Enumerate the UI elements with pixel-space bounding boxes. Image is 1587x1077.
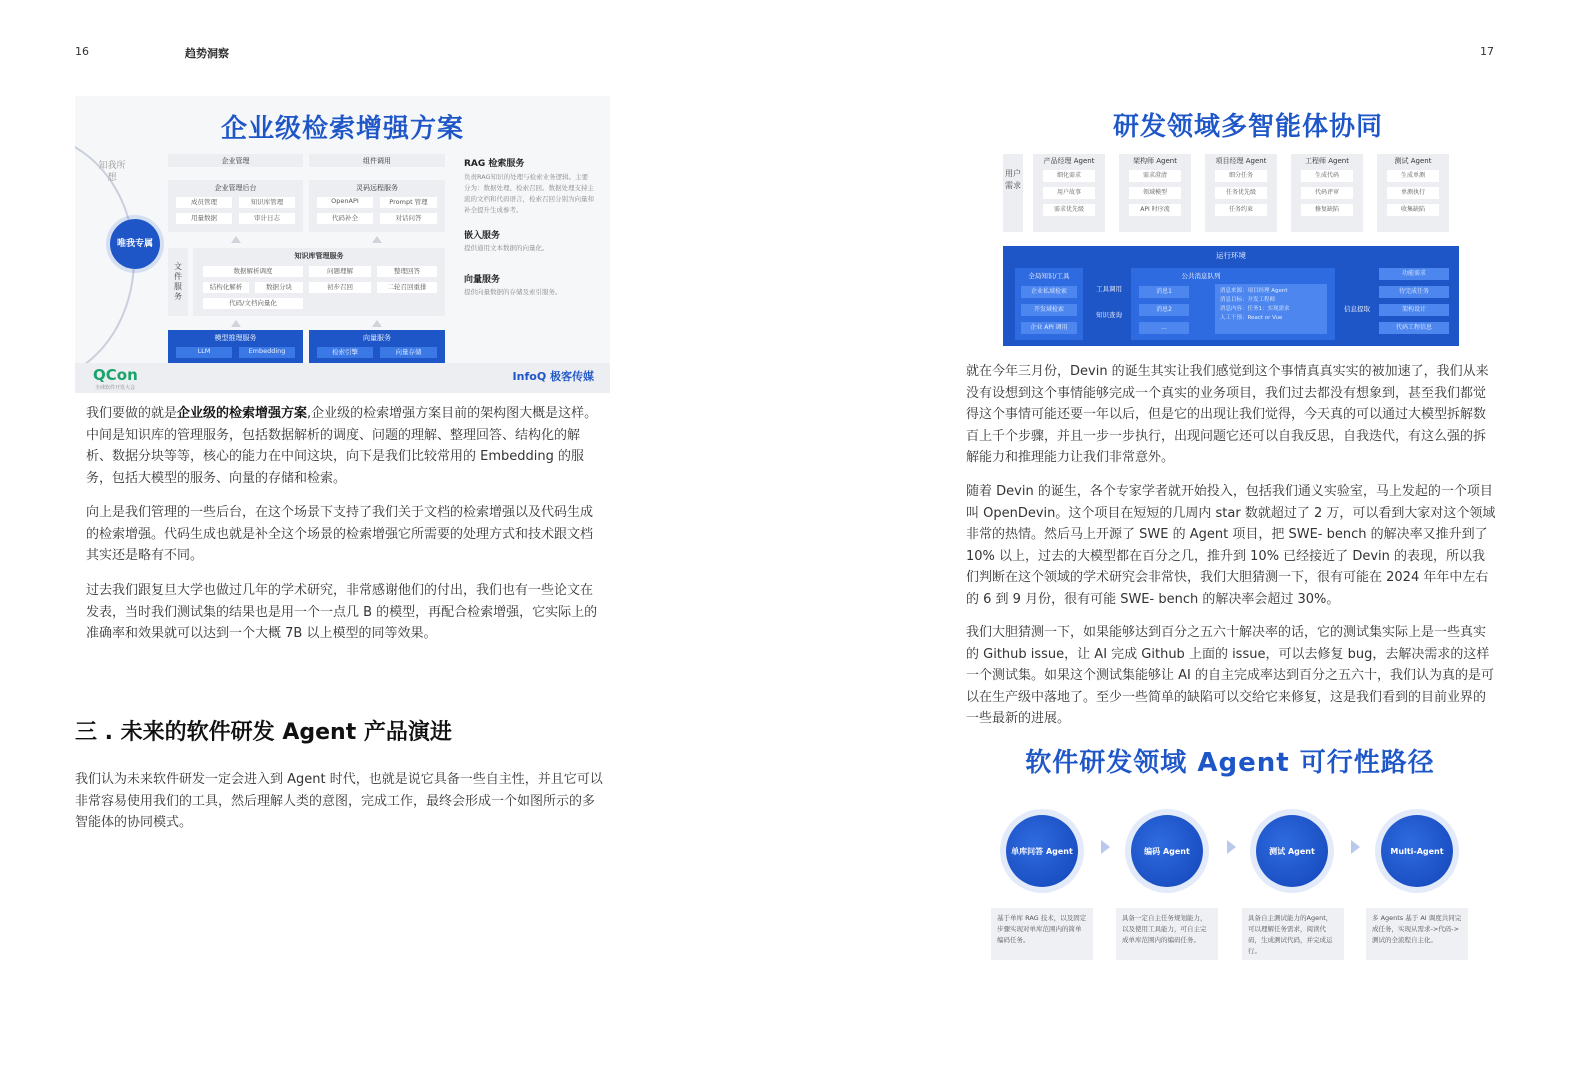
global-tool-item: 开发域检索 — [1021, 304, 1077, 316]
stage-circle: 单库问答 Agent — [1006, 815, 1078, 887]
info-extract-label: 信息提取 — [1344, 305, 1370, 313]
vector-service-box — [309, 330, 445, 364]
side-label: 知我所想 — [98, 161, 126, 183]
agent-name: 测试 Agent — [1394, 157, 1432, 165]
file-service-box — [168, 248, 188, 316]
paragraph-bold: 企业级的检索增强方案 — [177, 406, 308, 421]
plugin-call-label: 组件调用 — [363, 157, 391, 165]
figure-footer — [75, 363, 610, 393]
arrow-up-icon — [372, 236, 382, 243]
agent-task: 收集缺陷 — [1387, 204, 1439, 216]
paragraph: 向上是我们管理的一些后台，在这个场景下支持了我们关于文档的检索增强以及代码生成的检索增强。代码生成也就是补全这个场景的检索增强它所需要的处理方式和技术跟文档其实还是略有不同。 — [86, 505, 594, 563]
section-tag: 趋势洞察 — [185, 47, 229, 60]
global-tool-item: 企业 API 调用 — [1021, 322, 1077, 334]
paragraph: 就在今年三月份，Devin 的诞生其实让我们感觉到这个事情真真实实的被加速了，我们从来没有设想到这个事情能够完成一个真实的业务项目，我们过去都没有想象到，甚至我们都觉得这个事情可能还要一年以后，但是它的出现让我们觉得，今天真的可以通过大模型拆解数百上千个步骤，并且一步一步执行，出现问题它还可以自我反思，自我迭代，有这么强的拆解能力和推理能力让我们非常意外。 — [966, 364, 1489, 465]
global-tools-panel — [1015, 268, 1083, 340]
message-detail: 消息来源：项目经理 Agent 消息目标：开发工程师 消息内容：任务1：实现需求 人工干预：React or Vue — [1215, 284, 1327, 334]
model-cell: Embedding — [239, 347, 295, 358]
stage-description: 具备一定自主任务规划能力，以及使用工具能力，可自主完成单库范围内的编码任务。 — [1116, 908, 1218, 960]
left-page-number: 16 — [75, 45, 89, 58]
agent-column — [1377, 154, 1449, 232]
vector-service-desc: 提供向量数据的存储及索引服务。 — [464, 288, 562, 296]
figure-title: 软件研发领域 Agent 可行性路径 — [1025, 748, 1435, 778]
multi-agent-figure — [1003, 98, 1493, 348]
agent-task: 代码评审 — [1301, 187, 1353, 199]
right-page-number: 17 — [1480, 45, 1494, 58]
enterprise-mgmt-label: 企业管理 — [221, 157, 250, 165]
kb-cell: 问题理解 — [309, 266, 371, 277]
agent-column — [1033, 154, 1105, 232]
output-item: 待完成任务 — [1379, 286, 1449, 298]
output-item: 功能需求 — [1379, 268, 1449, 280]
enterprise-mgmt-bar — [168, 154, 303, 167]
agent-column — [1291, 154, 1363, 232]
kb-cell: 代码/文档向量化 — [203, 298, 303, 309]
chevron-right-icon — [1227, 840, 1236, 854]
arrow-up-icon — [231, 320, 241, 327]
stage-description: 具备自主测试能力的Agent，可以理解任务需求，阅读代码，生成测试代码，并完成运行。 — [1242, 908, 1344, 960]
stage-circle: 编码 Agent — [1131, 815, 1203, 887]
global-tool-item: 企业私域检索 — [1021, 286, 1077, 298]
backend-cell: 用量数据 — [176, 213, 232, 224]
embed-service-desc: 提供通用文本数据的向量化。 — [464, 244, 549, 252]
agile-service-box — [309, 180, 445, 232]
arrow-up-icon — [231, 236, 241, 243]
agile-service-title: 灵码远程服务 — [356, 184, 398, 192]
agent-task: 任务优先级 — [1215, 187, 1267, 199]
stage-description: 多 Agents 基于 AI 调度共同完成任务，实现从需求->代码->测试的全流程自主化。 — [1366, 908, 1468, 960]
vector-service-title: 向量服务 — [363, 334, 391, 342]
kb-cell: 整理回答 — [377, 266, 437, 277]
paragraph-text: ,企业级的检索增强方案目前的架构图大概是这样。中间是知识库的管理服务，包括数据解析的调度、问题的理解、整理回答、结构化的解析、数据分块等等，核心的能力在中间这块，向下是我们比较常用的 Embedding 的服务，包括大模型的服务、向量的存储和检索。 — [86, 406, 598, 486]
agent-task: 修复缺陷 — [1301, 204, 1353, 216]
kb-cell: 数据分块 — [255, 282, 303, 293]
agent-task: 单测执行 — [1387, 187, 1439, 199]
rag-service-title: RAG 检索服务 — [464, 159, 525, 169]
agent-task: 细分任务 — [1215, 170, 1267, 182]
agent-column — [1119, 154, 1191, 232]
queue-message: 消息2 — [1139, 304, 1189, 316]
agent-task: 生成单测 — [1387, 170, 1439, 182]
model-service-title: 模型推理服务 — [214, 334, 257, 342]
stage-circle: Multi-Agent — [1381, 815, 1453, 887]
kb-cell: 二轮召回重排 — [377, 282, 437, 293]
infoq-logo: InfoQ 极客传媒 — [512, 370, 594, 383]
kb-service-title: 知识库管理服务 — [294, 252, 344, 260]
agent-task: 需求澄清 — [1129, 170, 1181, 182]
agent-name: 产品经理 Agent — [1043, 157, 1095, 165]
arrow-up-icon — [372, 320, 382, 327]
enterprise-backend-box — [168, 180, 303, 232]
agent-name: 项目经理 Agent — [1215, 157, 1267, 165]
embed-service-title: 嵌入服务 — [464, 231, 501, 241]
qcon-subtitle: 全球软件开发大会 — [95, 385, 136, 391]
agent-task: 需求优先级 — [1043, 204, 1095, 216]
global-tools-label: 全局知识/工具 — [1028, 272, 1070, 280]
public-queue-label: 公共消息队列 — [1181, 272, 1221, 280]
backend-cell: 成员管理 — [176, 197, 232, 208]
qcon-logo: QCon — [93, 366, 138, 384]
paragraph — [86, 403, 604, 489]
agent-column — [1205, 154, 1277, 232]
output-item: 代码工程信息 — [1379, 322, 1449, 334]
vector-cell: 检索引擎 — [317, 347, 373, 358]
agent-task: API 时序流 — [1129, 204, 1181, 216]
runtime-title: 运行环境 — [1216, 251, 1246, 260]
paragraph: 我们大胆猜测一下，如果能够达到百分之五六十解决率的话，它的测试集实际上是一些真实的 Github issue，让 AI 完成 Github 上面的 issue，可以去修复 bug，去解决需求的这样一个测试集。如果这个测试集能够让 AI 的自主完成率达到百分之五六十，我们认为真的是可以在生产级中落地了。至少一些简单的缺陷可以交给它来修复，这是我们看到的目前业界的一些最新的进展。 — [966, 625, 1494, 726]
public-queue-panel — [1131, 268, 1335, 340]
agile-cell: OpenAPI — [317, 197, 373, 208]
agile-cell: Prompt 管理 — [380, 197, 437, 208]
agent-task: 用户故事 — [1043, 187, 1095, 199]
plugin-call-bar — [309, 154, 445, 167]
figure-title: 企业级检索增强方案 — [220, 114, 464, 144]
runtime-environment — [1003, 246, 1459, 346]
vector-cell: 向量存储 — [380, 347, 437, 358]
kb-cell: 初步召回 — [309, 282, 371, 293]
file-service-label: 文件服务 — [174, 262, 182, 301]
paragraph: 过去我们跟复旦大学也做过几年的学术研究，非常感谢他们的付出，我们也有一些论文在发表，当时我们测试集的结果也是用一个一点几 B 的模型，再配合检索增强，它实际上的准确率和效果就可以达到一个大概 7B 以上模型的同等效果。 — [86, 583, 598, 641]
chevron-right-icon — [1351, 840, 1360, 854]
figure-title: 研发领域多智能体协同 — [1112, 112, 1383, 142]
user-need-label: 用户需求 — [1003, 154, 1023, 232]
agent-name: 架构师 Agent — [1133, 157, 1177, 165]
kb-cell: 结构化解析 — [203, 282, 249, 293]
model-cell: LLM — [176, 347, 232, 358]
agent-name: 工程师 Agent — [1305, 157, 1349, 165]
stage-description: 基于单库 RAG 技术，以及固定步骤实现对单库范围内的简单编码任务。 — [991, 908, 1093, 960]
agent-task: 细化需求 — [1043, 170, 1095, 182]
agile-cell: 代码补全 — [317, 213, 373, 224]
exclusive-badge: 唯我专属 — [110, 219, 160, 269]
kb-cell: 数据解析调度 — [203, 266, 303, 277]
agent-task: 领域模型 — [1129, 187, 1181, 199]
rag-architecture-figure — [75, 96, 610, 393]
rag-service-desc: 负责RAG知识的处理与检索业务逻辑。主要分为：数据处理、检索召回。数据处理支持主流的文档和代码语言，检索召回分别为向量和补全提升生成参考。 — [464, 173, 594, 214]
agent-task: 任务约束 — [1215, 204, 1267, 216]
queue-message: ... — [1139, 322, 1189, 334]
paragraph-text: 我们要做的就是 — [86, 406, 178, 421]
knowledge-query-label: 知识查询 — [1096, 311, 1122, 319]
paragraph: 随着 Devin 的诞生，各个专家学者就开始投入，包括我们通义实验室，马上发起的一个项目叫 OpenDevin。这个项目在短短的几周内 star 数就超过了 2 万，可以看到大家对这个领域非常的热情。然后马上开源了 SWE 的 Agent 项目，把 SWE- bench 的解决率又推升到了 10% 以上，过去的大模型都在百分之几，推升到 10% 已经接近了 Devin 的表现，所以我们判断在这个领域的学术研究会非常快，我们大胆猜测一下，很有可能在 2024 年年中左右的 6 到 9 月份，很有可能 SWE- bench 的解决率会超过 30%。 — [966, 484, 1496, 607]
kb-service-box — [193, 248, 445, 316]
backend-cell: 知识库管理 — [239, 197, 295, 208]
backend-title: 企业管理后台 — [214, 184, 257, 192]
agile-cell: 对话问答 — [380, 213, 437, 224]
output-item: 架构设计 — [1379, 304, 1449, 316]
stage-circle: 测试 Agent — [1256, 815, 1328, 887]
queue-message: 消息1 — [1139, 286, 1189, 298]
paragraph: 我们认为未来软件研发一定会进入到 Agent 时代，也就是说它具备一些自主性，并且它可以非常容易使用我们的工具，然后理解人类的意图，完成工作，最终会形成一个如图所示的多智能体的协同模式。 — [75, 772, 603, 830]
section-heading: 三 . 未来的软件研发 Agent 产品演进 — [75, 720, 452, 745]
tool-call-label: 工具调用 — [1096, 285, 1122, 293]
vector-service-desc-title: 向量服务 — [464, 275, 501, 285]
backend-cell: 审计日志 — [239, 213, 295, 224]
chevron-right-icon — [1101, 840, 1110, 854]
agent-task: 生成代码 — [1301, 170, 1353, 182]
model-service-box — [168, 330, 303, 364]
